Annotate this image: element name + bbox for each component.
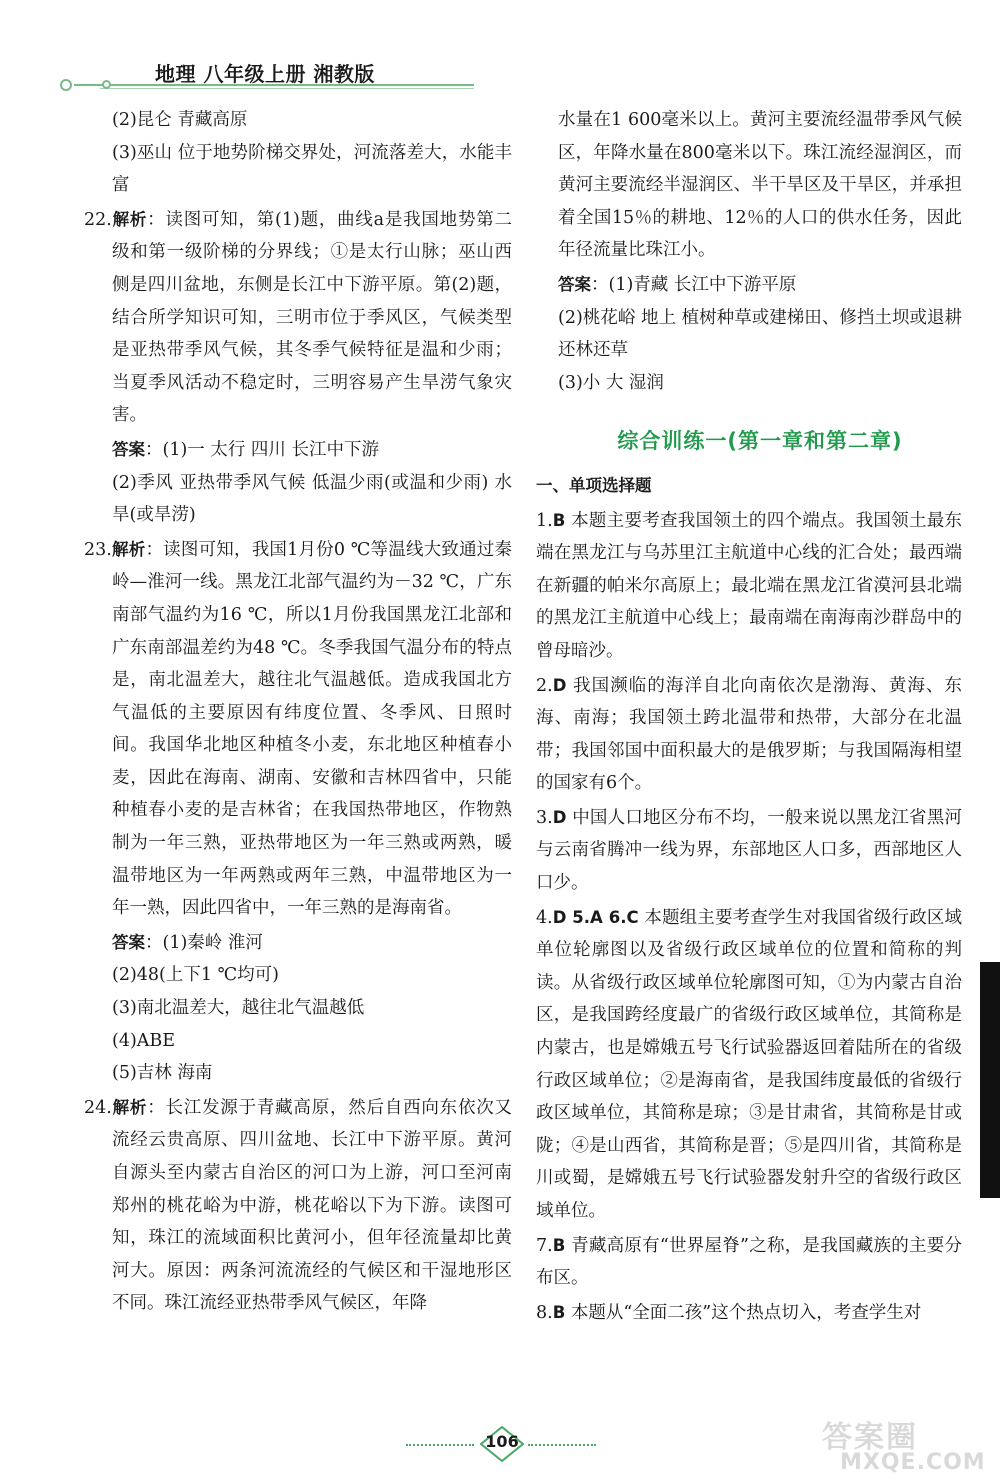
choice-explanation [536,1230,962,1295]
choice-explanation [536,670,962,800]
explanation-text: ：长江发源于青藏高原，然后自西向东依次又流经云贵高原、四川盆地、长江中下游平原。黄河自源头至内蒙古自治区的河口为上游，河口至河南郑州的桃花峪为中游，桃花峪以下为下游。读图可知，珠江的流域面积比黄河小，但年径流量却比黄河大。原因：两条河流流经的气候区和干湿地形区不同。珠江流经亚热带季风气候区，年降 [112,1097,513,1314]
text-line: (3)巫山 位于地势阶梯交界处，河流落差大，水能丰富 [112,142,512,196]
choice-text: 本题主要考查我国领土的四个端点。我国领土最东端在黑龙江与乌苏里江主航道中心线的汇合处；最西端在新疆的帕米尔高原上；最北端在黑龙江省漠河县北端的黑龙江主航道中心线上；最南端在南海南沙群岛中的曾母暗沙。 [536,510,962,661]
choice-text: 本题组主要考查学生对我国省级行政区域单位轮廓图以及省级行政区域单位的位置和简称的判读。从省级行政区域单位轮廓图可知，①为内蒙古自治区，是我国跨经度最广的省级行政区域单位，其简称是内蒙古，也是嫦娥五号飞行试验器返回着陆所在的省级行政区域单位；②是海南省，是我国纬度最低的省级行政区域单位，其简称是琼；③是甘肃省，其简称是甘或陇；④是山西省，其简称是晋；⑤是四川省，其简称是川或蜀，是嫦娥五号飞行试验器发射升空的省级行政区域单位。 [536,907,963,1221]
answer-label: 答案 [558,274,591,294]
question-number: 22. [84,209,112,230]
right-column-bottom [536,505,963,1330]
choice-number: 8. [536,1302,553,1323]
choice-answer: D 5.A 6.C [552,907,639,927]
choice-text: 青藏高原有“世界屋脊”之称，是我国藏族的主要分布区。 [536,1235,962,1289]
text-line: (2)季风 亚热带季风气候 低温少雨(或温和少雨) 水旱(或旱涝) [112,472,512,526]
right-column-top [558,104,962,399]
watermark-url: MXQE.COM [840,1450,986,1475]
choice-number: 7. [536,1235,553,1256]
choice-explanation [536,1297,962,1330]
answer-line [112,434,512,467]
answer-label: 答案 [112,439,145,459]
choice-answer: D [552,675,567,695]
page-number: 106 [485,1432,519,1451]
text-line: (4)ABE [112,1030,176,1051]
explanation-label: 解析 [111,1097,148,1117]
explanation-text: ：读图可知，第(1)题，曲线a是我国地势第二级和第一级阶梯的分界线；①是太行山脉；巫山西侧是四川盆地，东侧是长江中下游平原。第(2)题，结合所学知识可知，三明市位于季风区，气候类型是亚热带季风气候，其冬季气候特征是温和少雨；当夏季风活动不稳定时，三明容易产生旱涝气象灾害。 [112,209,512,426]
choice-number: 1. [536,510,553,531]
page-header [60,52,480,102]
choice-answer: B [552,1235,566,1255]
answer-label: 答案 [112,932,145,952]
answer-text: ：(1)青藏 长江中下游平原 [591,274,797,295]
answer-line [112,927,512,960]
choice-answer: D [552,807,567,827]
page-footer [400,1424,600,1464]
text-line: (5)吉林 海南 [112,1063,213,1084]
right-column [536,104,963,1329]
choice-explanation [536,902,962,1228]
choice-number: 3. [536,807,553,828]
question-explanation [84,204,512,432]
explanation-label: 解析 [111,539,146,559]
header-rule-thin [100,88,474,89]
question-explanation [84,1092,512,1320]
sub-title: 一、单项选择题 [536,475,652,495]
answer-text: ：(1)秦岭 淮河 [145,932,263,953]
answer-text: ：(1)一 太行 四川 长江中下游 [145,439,379,460]
watermark-text: 答案圈 [822,1420,918,1455]
text-line: (2)昆仑 青藏高原 [112,110,248,130]
text-line: 水量在1 600毫米以上。黄河主要流经温带季风气候区，年降水量在800毫米以下。珠江流经湿润区，而黄河主要流经半湿润区、半干旱区及干旱区，并承担着全国15％的耕地、12％的人口的供水任务，因此年径流量比珠江小。 [558,110,962,261]
header-circle-ornament-small [102,80,111,89]
choice-text: 中国人口地区分布不均，一般来说以黑龙江省黑河与云南省腾冲一线为界，东部地区人口多，西部地区人口少。 [536,807,962,894]
choice-explanation [536,505,962,668]
section-title: 综合训练一(第一章和第二章) [617,429,903,454]
text-line: (2)48(上下1 ℃均可) [112,965,279,986]
choice-number: 4. [536,907,553,928]
header-circle-ornament [60,79,72,91]
text-line: (3)小 大 湿润 [558,372,664,393]
explanation-text: ：读图可知，我国1月份0 ℃等温线大致通过秦岭—淮河一线。黑龙江北部气温约为－32 ℃，广东南部气温约为16 ℃，所以1月份我国黑龙江北部和广东南部温差约为48 ℃。冬季我国气温分布的特点是，南北温差大，越往北气温越低。造成我国北方气温低的主要原因有纬度位置、冬季风、日照时间。我国华北地区种植冬小麦，东北地区种植春小麦，因此在海南、湖南、安徽和吉林四省中，只能种植春小麦的是吉林省；在我国热带地区，作物熟制为一年三熟，亚热带地区为一年三熟或两熟，暖温带地区为一年两熟或两年三熟，中温带地区为一年一熟，因此四省中，一年三熟的是海南省。 [112,539,513,919]
choice-explanation [536,802,962,900]
choice-answer: B [552,510,566,530]
watermark-logo [818,1412,988,1480]
question-number: 23. [84,539,112,560]
question-explanation [84,534,512,925]
answer-line [558,269,962,302]
footer-dotted-line-right [528,1444,596,1446]
page-edge-tab [980,962,1000,1198]
choice-text: 我国濒临的海洋自北向南依次是渤海、黄海、东海、南海；我国领土跨北温带和热带，大部分在北温带；我国邻国中面积最大的是俄罗斯；与我国隔海相望的国家有6个。 [536,675,962,794]
explanation-label: 解析 [111,209,148,229]
footer-dotted-line-left [406,1444,474,1446]
choice-number: 2. [536,675,553,696]
text-line: (3)南北温差大，越往北气温越低 [112,998,365,1019]
header-title: 地理 八年级上册 湘教版 [155,62,375,86]
text-line: (2)桃花峪 地上 植树种草或建梯田、修挡土坝或退耕还林还草 [558,307,962,361]
choice-answer: B [552,1302,566,1322]
question-number: 24. [84,1097,112,1118]
left-column [84,104,513,1320]
choice-text: 本题从“全面二孩”这个热点切入，考查学生对 [565,1302,922,1323]
